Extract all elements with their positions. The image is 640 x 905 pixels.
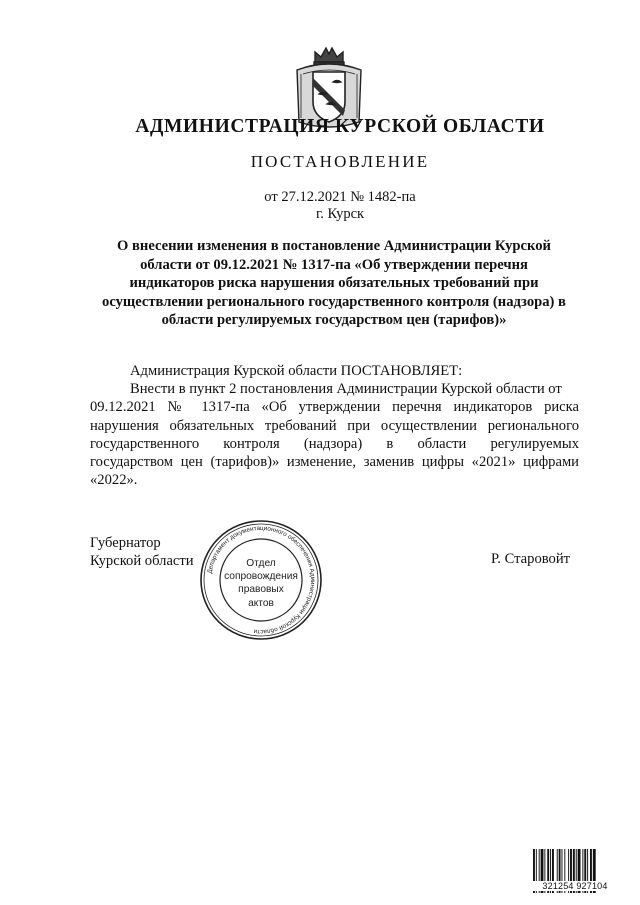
document-heading	[86, 237, 582, 330]
barcode-number: 321254 927104	[532, 881, 618, 891]
stamp-ring-text: Департамент документационного обеспечения Администрации Курской области	[206, 524, 317, 636]
stamp-line: Отдел	[246, 558, 276, 569]
body-line: «2022».	[90, 472, 138, 489]
heading-line: осуществлении регионального государственного контроля (надзора) в	[102, 293, 566, 310]
stamp-line: сопровождения	[224, 571, 298, 583]
body-line: государственного контроля (надзора) в области регулируемых	[90, 435, 579, 452]
heading-line: области регулируемых государством цен (тарифов)»	[161, 312, 507, 329]
stamp-line: актов	[248, 597, 274, 609]
document-date-number: от 27.12.2021 № 1482-па	[264, 189, 416, 205]
stamp-line: правовых	[238, 584, 284, 596]
organization-title: АДМИНИСТРАЦИЯ КУРСКОЙ ОБЛАСТИ	[135, 116, 545, 137]
document-type: ПОСТАНОВЛЕНИЕ	[250, 152, 430, 171]
signature-position	[90, 534, 194, 571]
document-city: г. Курск	[315, 206, 365, 222]
signature-position-line: Курской области	[90, 553, 194, 570]
heading-line: области от 09.12.2021 № 1317-па «Об утверждении перечня	[140, 256, 528, 273]
body-line: государством цен (тарифов)» изменение, заменив цифры «2021» цифрами	[90, 454, 579, 471]
body-line: нарушения обязательных требований при осуществлении регионального	[90, 417, 579, 434]
document-body	[90, 362, 579, 489]
body-line: 09.12.2021 № 1317-па «Об утверждении перечня индикаторов риска	[90, 399, 579, 416]
stamp-inner-text	[221, 557, 301, 610]
body-line: Внести в пункт 2 постановления Администрации Курской области от	[130, 381, 562, 398]
signature-name: Р. Старовойт	[491, 551, 571, 567]
signature-position-line: Губернатор	[90, 535, 161, 551]
heading-line: индикаторов риска нарушения обязательных требований при	[129, 275, 539, 292]
body-line: Администрация Курской области ПОСТАНОВЛЯЕТ:	[130, 363, 463, 379]
heading-line: О внесении изменения в постановление Администрации Курской	[117, 238, 551, 254]
